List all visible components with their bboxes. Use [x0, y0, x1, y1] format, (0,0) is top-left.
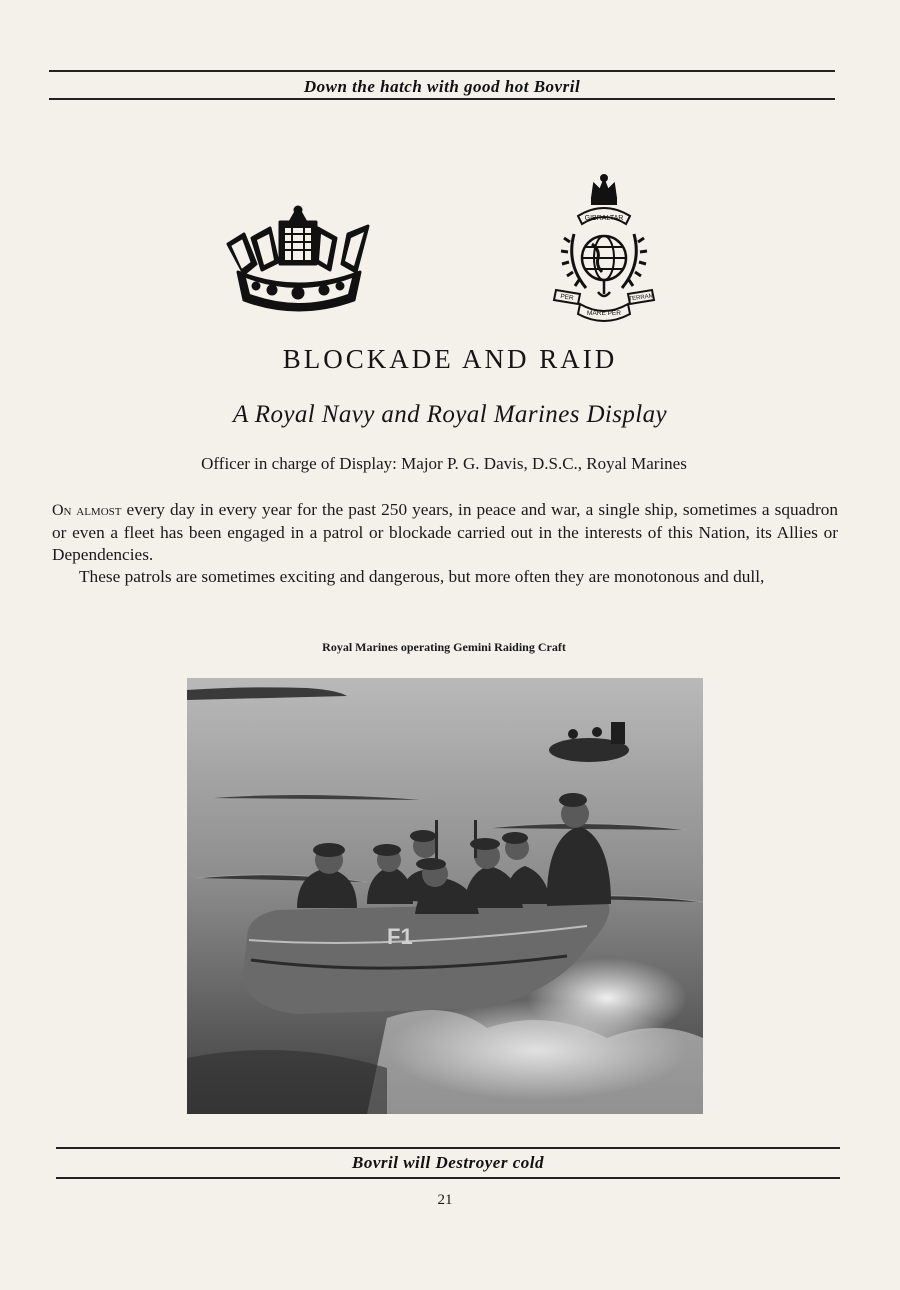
footer-rule-bottom [56, 1177, 840, 1179]
paragraph-1 [52, 499, 838, 566]
footer-slogan: Bovril will Destroyer cold [352, 1153, 544, 1172]
officer-in-charge: Officer in charge of Display: Major P. G. Davis, D.S.C., Royal Marines [201, 454, 687, 473]
page-number: 21 [437, 1192, 453, 1208]
lead-in-smallcaps: On almost [52, 502, 122, 519]
header-rule-top [49, 70, 835, 72]
photo-caption: Royal Marines operating Gemini Raiding Craft [322, 640, 566, 654]
paragraph-1-text: every day in every year for the past 250 years, in peace and war, a single ship, sometimes a squadron or even a fleet has been engaged in a patrol or blockade carried out in the interests of this Nation, its Allies or Dependencies. [52, 500, 838, 564]
emblem-motto-bottom: MARE PER [587, 310, 621, 317]
boat-marking: F1 [387, 924, 413, 949]
raiding-craft-photo [187, 678, 703, 1114]
naval-crown-icon [222, 204, 376, 314]
globe-and-laurel-icon [552, 172, 656, 324]
emblem-motto-left: PER [559, 293, 575, 302]
header-slogan: Down the hatch with good hot Bovril [303, 77, 581, 96]
emblem-motto-right: TERRAM [628, 293, 655, 303]
article-body [52, 499, 838, 588]
footer-rule-top [56, 1147, 840, 1149]
header-rule-bottom [49, 98, 835, 100]
article-subtitle: A Royal Navy and Royal Marines Display [232, 401, 668, 428]
article-title: BLOCKADE AND RAID [282, 344, 618, 374]
paragraph-2: These patrols are sometimes exciting and dangerous, but more often they are monotonous and dull, [79, 567, 765, 586]
emblem-top-scroll-text: GIBRALTAR [584, 215, 624, 222]
